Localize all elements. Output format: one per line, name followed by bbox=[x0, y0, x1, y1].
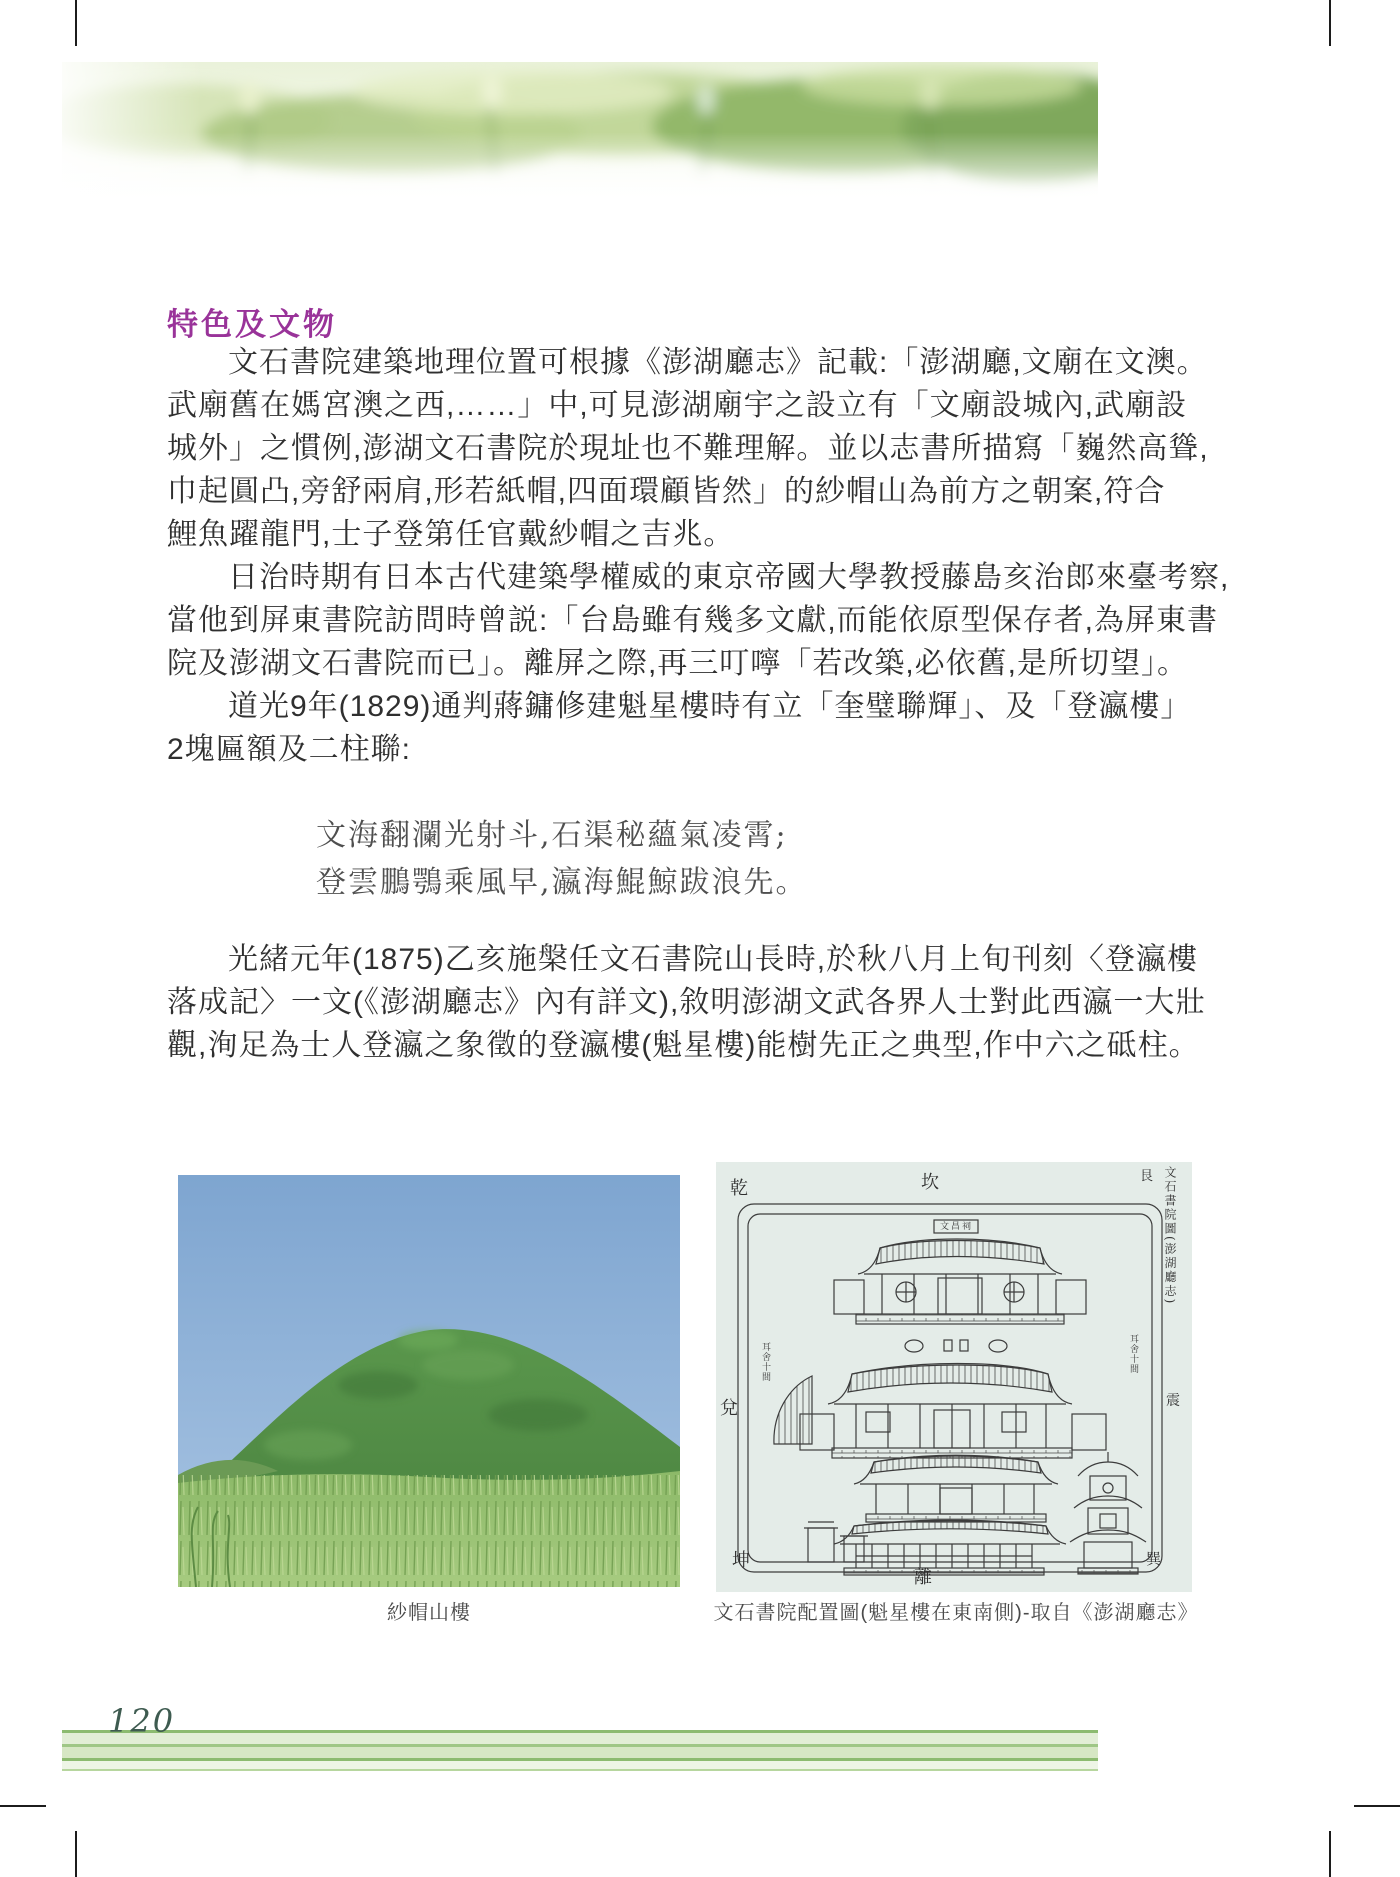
body-line: 當他到屏東書院訪問時曾説:「台島雖有幾多文獻,而能依原型保存者,為屏東書 bbox=[167, 604, 1219, 637]
side-room-label-left: 耳舍十間 bbox=[760, 1342, 770, 1382]
mountain-photo bbox=[178, 1175, 680, 1587]
trigram-label-sw: 坤 bbox=[732, 1550, 750, 1571]
couplet-block bbox=[316, 812, 808, 906]
body-line: 武廟舊在媽宮澳之西,……」中,可見澎湖廟宇之設立有「文廟設城內,武廟設 bbox=[167, 389, 1188, 422]
section-heading: 特色及文物 bbox=[167, 307, 337, 342]
stripe-band bbox=[62, 1761, 1098, 1769]
meadow-photo bbox=[62, 62, 1098, 198]
body-line: 巾起圓凸,旁舒兩肩,形若紙帽,四面環顧皆然」的紗帽山為前方之朝案,符合 bbox=[167, 475, 1166, 508]
trigram-label-e: 震 bbox=[1166, 1393, 1180, 1409]
stripe-band bbox=[62, 1747, 1098, 1758]
hall-3 bbox=[854, 1455, 1058, 1522]
stripe-band bbox=[62, 1733, 1098, 1744]
body-line: 文石書院建築地理位置可根據《澎湖廳志》記載:「澎湖廳,文廟在文澳。 bbox=[228, 346, 1208, 379]
diagram-source-label: 文石書院圖(澎湖廳志) bbox=[1163, 1166, 1177, 1306]
photo-caption: 紗帽山樓 bbox=[387, 1602, 471, 1624]
header-banner bbox=[62, 62, 1098, 198]
trigram-label-s: 離 bbox=[914, 1567, 932, 1588]
trigram-label-ne: 艮 bbox=[1140, 1169, 1154, 1184]
footer-stripes bbox=[62, 1730, 1098, 1771]
trigram-label-nw: 乾 bbox=[730, 1178, 748, 1199]
crop-mark-bottom-left-v bbox=[75, 1831, 77, 1877]
body-line: 日治時期有日本古代建築學權威的東京帝國大學教授藤島亥治郎來臺考察, bbox=[228, 561, 1230, 594]
crop-mark-bottom-right-h bbox=[1354, 1805, 1400, 1807]
crop-mark-top-left bbox=[75, 0, 77, 46]
stripe-line bbox=[62, 1769, 1098, 1771]
trigram-label-se: 巽 bbox=[1146, 1550, 1162, 1568]
hall-4 bbox=[834, 1520, 1066, 1575]
hall-plaque-label: 文昌祠 bbox=[940, 1222, 974, 1232]
body-text-block bbox=[167, 341, 1251, 771]
body-line: 光緒元年(1875)乙亥施槃任文石書院山長時,於秋八月上旬刊刻〈登瀛樓 bbox=[228, 943, 1199, 976]
body-line: 2塊匾額及二柱聯: bbox=[167, 733, 412, 766]
body-line: 道光9年(1829)通判蔣鏞修建魁星樓時有立「奎璧聯輝」、及「登瀛樓」 bbox=[228, 690, 1192, 723]
courtyard-markers bbox=[905, 1340, 1007, 1352]
hall-2 bbox=[774, 1364, 1106, 1459]
trigram-label-w: 兌 bbox=[720, 1398, 738, 1419]
body-line: 觀,洵足為士人登瀛之象徵的登瀛樓(魁星樓)能樹先正之典型,作中六之砥柱。 bbox=[167, 1029, 1200, 1062]
body-line: 城外」之慣例,澎湖文石書院於現址也不難理解。並以志書所描寫「巍然高聳, bbox=[167, 432, 1209, 465]
body-text-block-2 bbox=[167, 938, 1251, 1067]
hall-1 bbox=[834, 1220, 1086, 1324]
grass-texture bbox=[178, 1475, 680, 1587]
page-number: 120 bbox=[108, 1702, 176, 1740]
couplet-line: 文海翻瀾光射斗,石渠秘蘊氣凌霄; bbox=[316, 818, 788, 853]
crop-mark-bottom-left-h bbox=[0, 1805, 46, 1807]
side-room-label-right: 耳舍十間 bbox=[1128, 1334, 1138, 1374]
body-line: 院及澎湖文石書院而已」。離屏之際,再三叮嚀「若改築,必依舊,是所切望」。 bbox=[167, 647, 1189, 680]
mountain-photo-illustration bbox=[178, 1175, 680, 1587]
crop-mark-bottom-right-v bbox=[1329, 1831, 1331, 1877]
couplet-line: 登雲鵬鶚乘風早,瀛海鯤鯨跋浪先。 bbox=[316, 865, 808, 900]
trigram-label-n: 坎 bbox=[921, 1172, 939, 1193]
body-line: 鯉魚躍龍門,士子登第任官戴紗帽之吉兆。 bbox=[167, 518, 735, 551]
academy-plan-figure bbox=[716, 1162, 1192, 1592]
body-line: 落成記〉一文(《澎湖廳志》內有詳文),敘明澎湖文武各界人士對此西瀛一大壯 bbox=[167, 986, 1207, 1019]
kuixing-tower bbox=[1070, 1452, 1146, 1574]
crop-mark-top-right bbox=[1329, 0, 1331, 46]
diagram-caption: 文石書院配置圖(魁星樓在東南側)-取自《澎湖廳志》 bbox=[713, 1602, 1199, 1624]
